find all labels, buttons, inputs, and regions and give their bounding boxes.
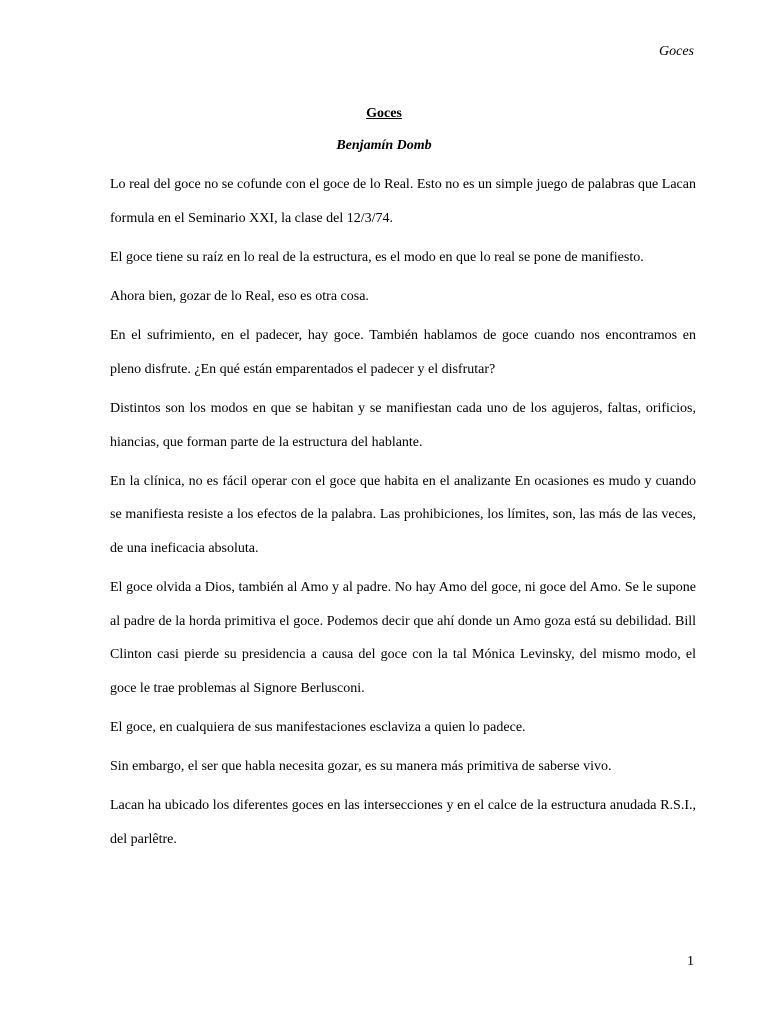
paragraph: Distintos son los modos en que se habitan y se manifiestan cada uno de los agujeros, faltas, orificios, hiancias, que forman parte de la estructura del hablante. bbox=[110, 400, 696, 450]
paragraph: El goce, en cualquiera de sus manifestaciones esclaviza a quien lo padece. bbox=[110, 720, 526, 736]
paragraph: Lacan ha ubicado los diferentes goces en las intersecciones y en el calce de la estructura anudada R.S.I., del parlêtre. bbox=[110, 798, 696, 848]
page-number: 1 bbox=[687, 954, 694, 969]
paragraph: El goce olvida a Dios, también al Amo y al padre. No hay Amo del goce, ni goce del Amo. Se le supone al padre de la horda primitiva el goce. Podemos decir que ahí donde un Amo goza está su debilidad. Bill Clinton casi pierde su presidencia a causa del goce con la tal Mónica Levinsky, del mismo modo, el goce le trae problemas al Signore Berlusconi. bbox=[110, 580, 696, 696]
paragraph: El goce tiene su raíz en lo real de la estructura, es el modo en que lo real se pone de manifiesto. bbox=[110, 249, 644, 265]
document-title: Goces bbox=[366, 106, 402, 121]
paragraph: Lo real del goce no se cofunde con el goce de lo Real. Esto no es un simple juego de palabras que Lacan formula en el Seminario XXI, la clase del 12/3/74. bbox=[110, 177, 696, 226]
document-author: Benjamín Domb bbox=[336, 138, 432, 153]
paragraph: Sin embargo, el ser que habla necesita gozar, es su manera más primitiva de saberse vivo. bbox=[110, 759, 612, 775]
paragraph: En la clínica, no es fácil operar con el goce que habita en el analizante En ocasiones es mudo y cuando se manifiesta resiste a los efectos de la palabra. Las prohibiciones, los límites, son, las más de las veces, de una ineficacia absoluta. bbox=[110, 473, 696, 556]
document-body bbox=[110, 168, 696, 862]
running-header: Goces bbox=[659, 44, 694, 59]
paragraph: Ahora bien, gozar de lo Real, eso es otra cosa. bbox=[110, 288, 369, 304]
paragraph: En el sufrimiento, en el padecer, hay goce. También hablamos de goce cuando nos encontramos en pleno disfrute. ¿En qué están emparentados el padecer y el disfrutar? bbox=[110, 328, 696, 377]
